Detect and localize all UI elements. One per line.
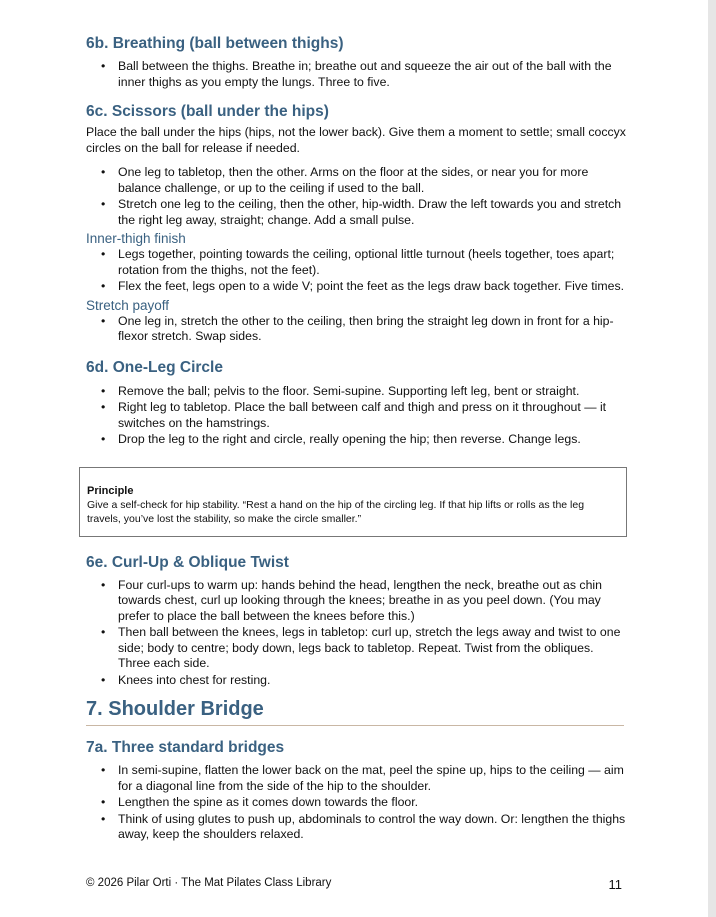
section-7a-heading: 7a. Three standard bridges [86,739,285,756]
list-item: • Right leg to tabletop. Place the ball between calf and thigh and press on it throughout — it switches on the hamstrings. [86,400,626,431]
footer-copyright: © 2026 Pilar Orti · The Mat Pilates Class Library [86,877,332,889]
list-item: • One leg in, stretch the other to the ceiling, then bring the straight leg down in front for a hip-flexor stretch. Swap sides. [86,314,626,345]
list-item: • Ball between the thighs. Breathe in; breathe out and squeeze the air out of the ball with the inner thighs as you empty the lungs. Three to five. [86,59,626,90]
list-item: • Lengthen the spine as it comes down towards the floor. [86,795,626,811]
list-item: • Legs together, pointing towards the ceiling, optional little turnout (heels together, toes apart; rotation from the thighs, not the feet). [86,247,626,278]
principle-title: Principle [87,484,134,497]
list-item: • One leg to tabletop, then the other. Arms on the floor at the sides, or near you for more balance challenge, or up to the ceiling if used to the ball. [86,165,626,196]
inner-thigh-subheading: Inner-thigh finish [86,231,186,246]
stretch-payoff-subheading: Stretch payoff [86,297,170,313]
section-7-heading: 7. Shoulder Bridge [86,698,264,720]
principle-box [79,467,627,537]
list-item: • Four curl-ups to warm up: hands behind the head, lengthen the neck, breathe out as chin towards chest, curl up looking through the knees; breathe in as you peel down. (You may prefer to place the ball between the knees before this.) [86,578,626,625]
list-item: • Stretch one leg to the ceiling, then the other, hip-width. Draw the left towards you and stretch the right leg away, straight; change. Add a small pulse. [86,197,626,228]
stretch-payoff-list [86,314,626,345]
section-6e-list [86,578,626,689]
page-content [86,34,626,843]
section-6c-list [86,165,626,228]
section-6e-heading: 6e. Curl-Up & Oblique Twist [86,553,289,571]
list-item: • Then ball between the knees, legs in tabletop: curl up, stretch the legs away and twist to one side; body to centre; body down, legs back to tabletop. Repeat. Twist from the obliques. Three each side. [86,625,626,672]
section-6b-heading: 6b. Breathing (ball between thighs) [86,35,344,52]
section-6d-list [86,384,626,448]
list-item: • In semi-supine, flatten the lower back on the mat, peel the spine up, hips to the ceiling — aim for a diagonal line from the side of the hip to the shoulder. [86,763,626,794]
section-6c-heading: 6c. Scissors (ball under the hips) [86,103,329,120]
section-divider [86,725,624,726]
page-footer [86,877,622,892]
inner-thigh-list [86,247,626,295]
list-item: • Think of using glutes to push up, abdominals to control the way down. Or: lengthen the thighs away, keep the shoulders relaxed. [86,812,626,843]
page-number: 11 [608,877,622,892]
section-7a-list [86,763,626,843]
section-6b-list [86,59,626,90]
list-item: • Flex the feet, legs open to a wide V; point the feet as the legs draw back together. Five times. [86,279,626,295]
list-item: • Drop the leg to the right and circle, really opening the hip; then reverse. Change legs. [86,432,626,448]
page-edge [708,0,716,917]
section-6d-heading: 6d. One-Leg Circle [86,358,223,376]
list-item: • Knees into chest for resting. [86,673,626,689]
list-item: • Remove the ball; pelvis to the floor. Semi-supine. Supporting left leg, bent or straight. [86,384,626,400]
section-6c-intro: Place the ball under the hips (hips, not the lower back). Give them a moment to settle; small coccyx circles on the ball for release if needed. [86,125,626,155]
principle-body: Give a self-check for hip stability. “Rest a hand on the hip of the circling leg. If that hip lifts or rolls as the leg travels, you’ve lost the stability, so make the circle smaller.” [87,498,585,525]
